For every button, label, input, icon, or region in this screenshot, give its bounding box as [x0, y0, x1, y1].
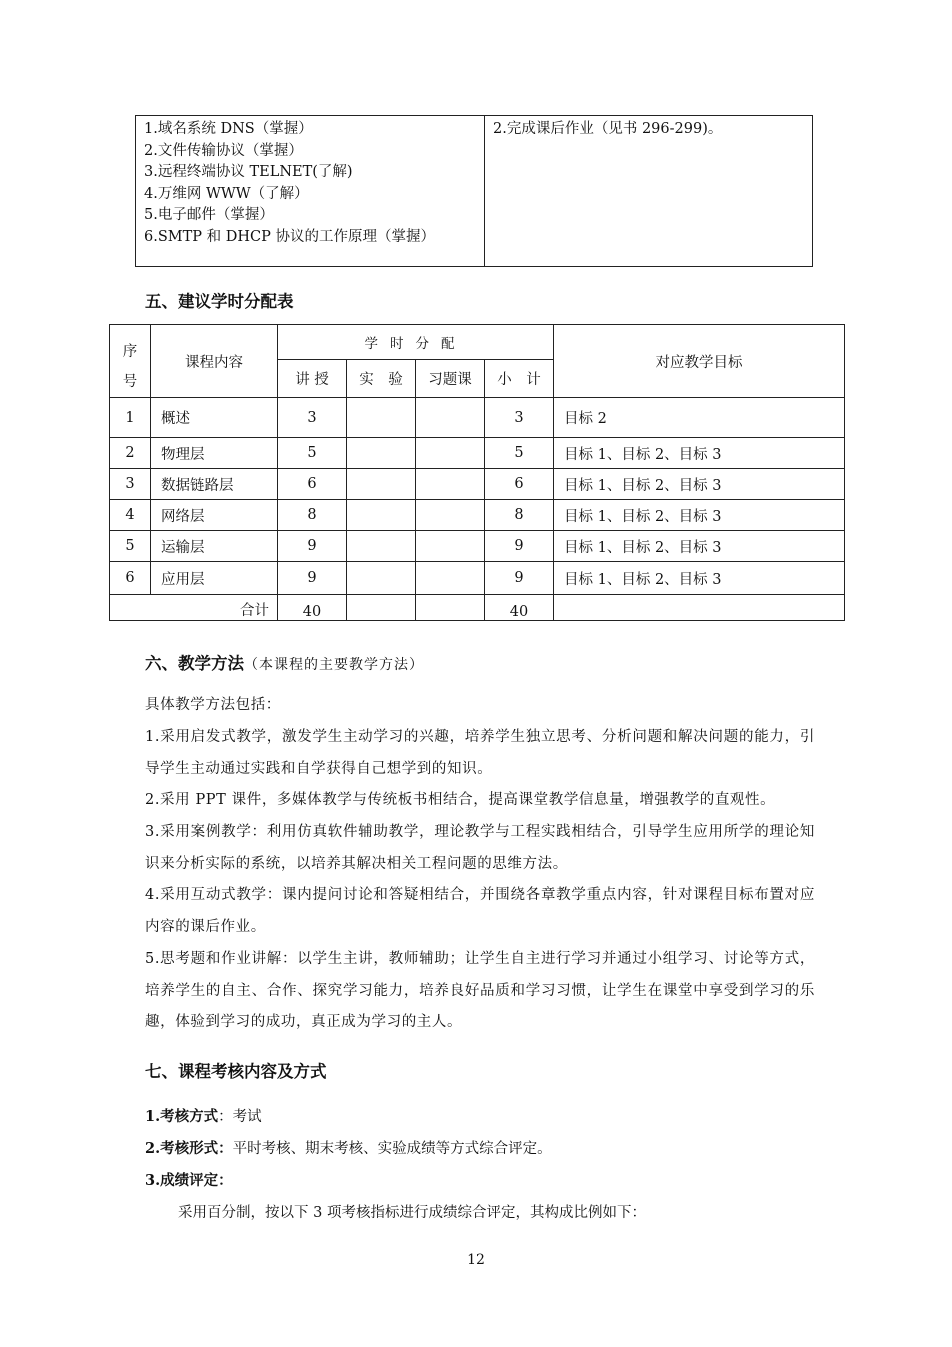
header-seq-bottom: 号: [122, 374, 138, 390]
total-lecture: 40: [278, 595, 347, 621]
header-goal: 对应教学目标: [554, 325, 845, 398]
row-lab: [347, 469, 416, 500]
header-lecture: 讲 授: [278, 359, 347, 397]
row-goal: 目标 1、目标 2、目标 3: [554, 531, 845, 562]
header-seq-top: 序: [122, 344, 138, 360]
content-item: 1.域名系统 DNS（掌握）: [144, 121, 313, 137]
section6-title: 六、教学方法: [145, 654, 244, 673]
row-subtotal: 6: [485, 469, 554, 500]
row-exercise: [416, 398, 485, 438]
row-goal: 目标 1、目标 2、目标 3: [554, 469, 845, 500]
method-item: 5.思考题和作业讲解：以学生主讲，教师辅助；让学生自主进行学习并通过小组学习、讨论等方式，培养学生的自主、合作、探究学习能力，培养良好品质和学习习惯，让学生在课堂中享受到学习的乐趣，体验到学习的成功，真正成为学习的主人。: [145, 951, 815, 1030]
row-lecture: 3: [278, 398, 347, 438]
row-lecture: 9: [278, 531, 347, 562]
section6-subtitle: （本课程的主要教学方法）: [244, 657, 424, 673]
row-content: 概述: [151, 398, 278, 438]
row-subtotal: 9: [485, 531, 554, 562]
assessment-method-value: ：考试: [218, 1109, 262, 1125]
total-row: [110, 595, 845, 621]
assignment-cell: [485, 116, 813, 267]
row-content: 运输层: [151, 531, 278, 562]
row-lab: [347, 500, 416, 531]
content-item: 6.SMTP 和 DHCP 协议的工作原理（掌握）: [144, 228, 435, 245]
table-row: [110, 469, 845, 500]
row-goal: 目标 1、目标 2、目标 3: [554, 438, 845, 469]
table-row: [110, 398, 845, 438]
row-goal: 目标 2: [554, 398, 845, 438]
row-subtotal: 3: [485, 398, 554, 438]
row-lecture: 9: [278, 562, 347, 595]
row-content: 网络层: [151, 500, 278, 531]
row-exercise: [416, 500, 485, 531]
row-no: 4: [110, 500, 151, 531]
row-goal: 目标 1、目标 2、目标 3: [554, 562, 845, 595]
row-lab: [347, 398, 416, 438]
section5-title: 五、建议学时分配表: [145, 292, 294, 311]
section6-intro: 具体教学方法包括：: [145, 697, 281, 713]
method-item: 3.采用案例教学：利用仿真软件辅助教学，理论教学与工程实践相结合，引导学生应用所学的理论知识来分析实际的系统，以培养其解决相关工程问题的思维方法。: [145, 824, 815, 872]
header-exercise: 习题课: [416, 359, 485, 397]
assessment-form-value: 平时考核、期末考核、实验成绩等方式综合评定。: [232, 1141, 552, 1157]
table-row: [110, 438, 845, 469]
content-assignment-table: [135, 115, 813, 267]
row-subtotal: 9: [485, 562, 554, 595]
row-exercise: [416, 438, 485, 469]
assessment-method-label: 1.考核方式: [145, 1108, 219, 1125]
grade-text: 采用百分制，按以下 3 项考核指标进行成绩综合评定，其构成比例如下：: [178, 1205, 646, 1221]
row-no: 5: [110, 531, 151, 562]
header-content: 课程内容: [151, 325, 278, 398]
row-content: 数据链路层: [151, 469, 278, 500]
total-lab: [347, 595, 416, 621]
grade-label: 3.成绩评定：: [145, 1172, 233, 1189]
row-exercise: [416, 562, 485, 595]
total-label: 合计: [110, 595, 278, 621]
content-item: 2.文件传输协议（掌握）: [144, 142, 303, 159]
row-lab: [347, 531, 416, 562]
table-row: [110, 562, 845, 595]
page-number: 12: [467, 1252, 485, 1268]
header-subtotal: 小 计: [485, 359, 554, 397]
assessment-form-label: 2.考核形式：: [145, 1140, 233, 1157]
row-lab: [347, 438, 416, 469]
row-content: 物理层: [151, 438, 278, 469]
total-goal: [554, 595, 845, 621]
assessment-form: [145, 1137, 552, 1158]
row-lab: [347, 562, 416, 595]
row-subtotal: 8: [485, 500, 554, 531]
header-seq: [110, 325, 151, 398]
row-lecture: 5: [278, 438, 347, 469]
row-exercise: [416, 531, 485, 562]
content-item: 5.电子邮件（掌握）: [144, 207, 274, 223]
header-lab: 实 验: [347, 359, 416, 397]
section6-heading: [145, 650, 424, 674]
content-item: 3.远程终端协议 TELNET(了解): [144, 164, 353, 180]
method-item: 4.采用互动式教学：课内提问讨论和答疑相结合，并围绕各章教学重点内容，针对课程目标布置对应内容的课后作业。: [145, 887, 815, 935]
row-no: 6: [110, 562, 151, 595]
row-subtotal: 5: [485, 438, 554, 469]
header-hours-group: 学时分配: [278, 325, 554, 360]
row-no: 1: [110, 398, 151, 438]
total-subtotal: 40: [485, 595, 554, 621]
row-content: 应用层: [151, 562, 278, 595]
method-item: 2.采用 PPT 课件，多媒体教学与传统板书相结合，提高课堂教学信息量，增强教学的直观性。: [145, 792, 776, 808]
grade-heading: [145, 1169, 233, 1190]
section7-title: 七、课程考核内容及方式: [145, 1062, 327, 1081]
content-item: 4.万维网 WWW（了解）: [144, 185, 309, 202]
total-exercise: [416, 595, 485, 621]
hours-allocation-table: [109, 324, 845, 621]
assessment-method: [145, 1105, 262, 1126]
row-no: 2: [110, 438, 151, 469]
table-row: [110, 531, 845, 562]
row-lecture: 8: [278, 500, 347, 531]
row-lecture: 6: [278, 469, 347, 500]
row-no: 3: [110, 469, 151, 500]
row-exercise: [416, 469, 485, 500]
table-row: [110, 500, 845, 531]
row-goal: 目标 1、目标 2、目标 3: [554, 500, 845, 531]
assignment-text: 2.完成课后作业（见书 296-299)。: [493, 121, 723, 137]
content-cell: [136, 116, 485, 267]
method-item: 1.采用启发式教学，激发学生主动学习的兴趣，培养学生独立思考、分析问题和解决问题的能力，引导学生主动通过实践和自学获得自己想学到的知识。: [145, 729, 815, 777]
